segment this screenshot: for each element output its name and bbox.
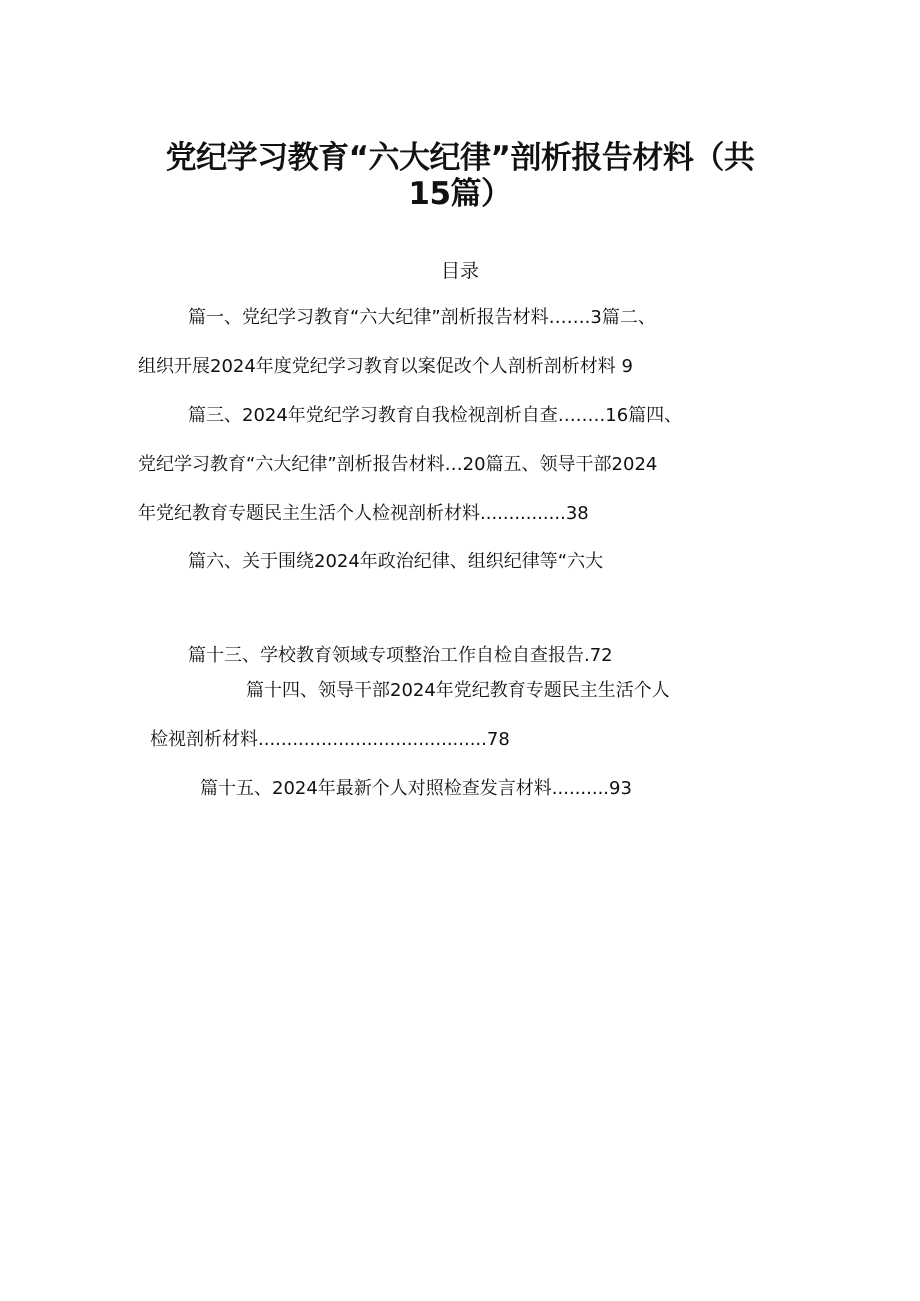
toc-line-7: 篇十三、学校教育领域专项整治工作自检自查报告.72 xyxy=(188,645,613,666)
document-title-line-2: 15篇） xyxy=(408,176,512,212)
toc-line-10: 篇十五、2024年最新个人对照检查发言材料..........93 xyxy=(200,778,632,799)
toc-line-9: 检视剖析材料........................................78 xyxy=(150,729,510,750)
document-title-line-1: 党纪学习教育“六大纪律”剖析报告材料（共 xyxy=(165,140,755,176)
toc-line-6: 篇六、关于围绕2024年政治纪律、组织纪律等“六大 xyxy=(188,551,604,572)
toc-line-1: 篇一、党纪学习教育“六大纪律”剖析报告材料…….3篇二、 xyxy=(188,307,656,328)
toc-line-8: 篇十四、领导干部2024年党纪教育专题民主生活个人 xyxy=(246,680,670,701)
toc-heading: 目录 xyxy=(440,260,479,282)
toc-line-3: 篇三、2024年党纪学习教育自我检视剖析自查….….16篇四、 xyxy=(188,405,683,426)
toc-line-4: 党纪学习教育“六大纪律”剖析报告材料…20篇五、领导干部2024 xyxy=(138,454,658,475)
toc-line-5: 年党纪教育专题民主生活个人检视剖析材料...............38 xyxy=(138,503,589,524)
toc-line-2: 组织开展2024年度党纪学习教育以案促改个人剖析剖析材料 9 xyxy=(138,356,633,377)
